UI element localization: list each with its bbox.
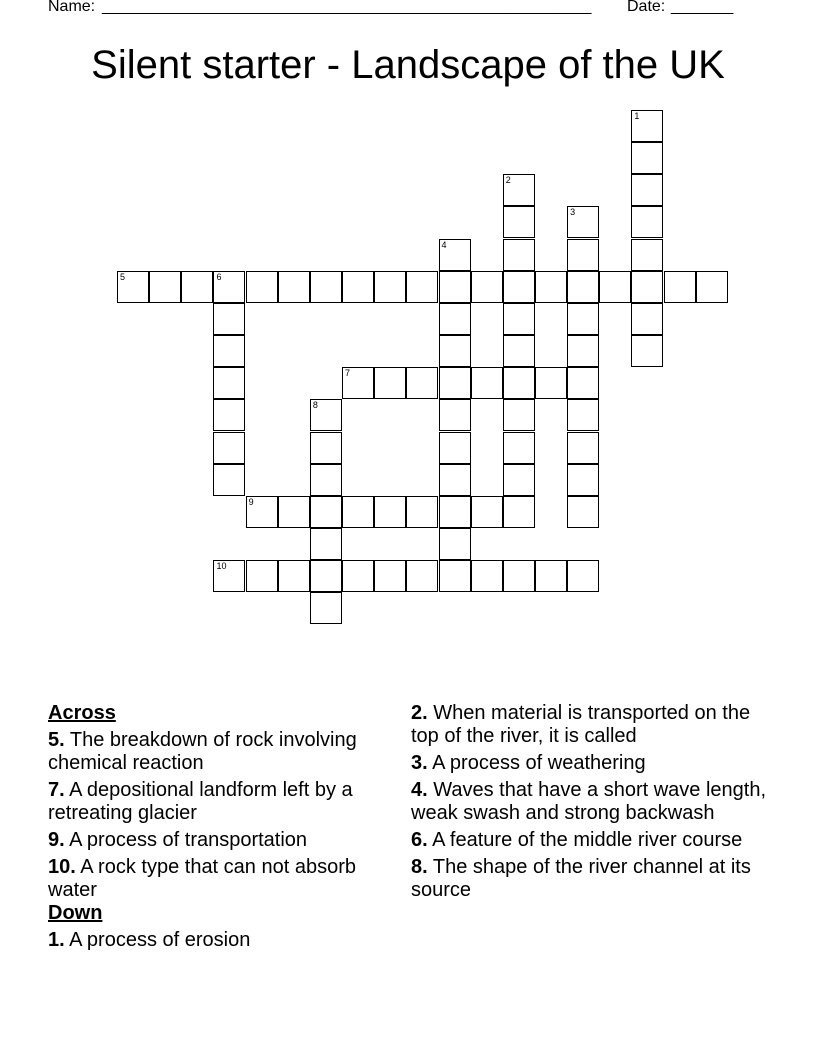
- grid-cell[interactable]: [567, 271, 599, 303]
- clue-down-3: [411, 752, 771, 775]
- grid-cell[interactable]: [503, 399, 535, 431]
- grid-cell[interactable]: [503, 174, 535, 206]
- grid-cell[interactable]: [631, 303, 663, 335]
- clue-number-label: 4: [441, 239, 447, 250]
- grid-cell[interactable]: [213, 560, 245, 592]
- grid-cell[interactable]: [406, 560, 438, 592]
- grid-cell[interactable]: [567, 560, 599, 592]
- grid-cell[interactable]: [246, 496, 278, 528]
- clue-down-1: [48, 929, 378, 952]
- grid-cell[interactable]: [310, 271, 342, 303]
- grid-cell[interactable]: [567, 432, 599, 464]
- clue-number: 10.: [48, 856, 76, 878]
- clue-text: A feature of the middle river course: [427, 829, 743, 851]
- grid-cell[interactable]: [213, 399, 245, 431]
- clue-text: The shape of the river channel at its source: [411, 856, 751, 901]
- clue-number: 8.: [411, 856, 428, 878]
- page-title: Silent starter - Landscape of the UK: [91, 43, 725, 87]
- grid-cell[interactable]: [439, 464, 471, 496]
- clue-text: A depositional landform left by a retreating glacier: [48, 779, 353, 824]
- grid-cell[interactable]: [439, 335, 471, 367]
- grid-cell[interactable]: [503, 496, 535, 528]
- across-heading: Across: [48, 702, 116, 724]
- grid-cell[interactable]: [342, 367, 374, 399]
- clue-text: A rock type that can not absorb water: [48, 856, 356, 901]
- grid-cell[interactable]: [471, 271, 503, 303]
- clue-number: 4.: [411, 779, 428, 801]
- grid-cell[interactable]: [149, 271, 181, 303]
- grid-cell[interactable]: [567, 335, 599, 367]
- grid-cell[interactable]: [342, 560, 374, 592]
- grid-cell[interactable]: [406, 367, 438, 399]
- grid-cell[interactable]: [213, 335, 245, 367]
- grid-cell[interactable]: [471, 560, 503, 592]
- grid-cell[interactable]: [439, 367, 471, 399]
- grid-cell[interactable]: [567, 206, 599, 238]
- grid-cell[interactable]: [664, 271, 696, 303]
- clue-number-label: 9: [248, 496, 254, 507]
- clue-text: Waves that have a short wave length, weak swash and strong backwash: [411, 779, 767, 824]
- grid-cell[interactable]: [406, 271, 438, 303]
- clue-number-label: 8: [312, 400, 318, 411]
- clue-number-label: 10: [216, 561, 227, 572]
- grid-cell[interactable]: [567, 367, 599, 399]
- grid-cell[interactable]: [535, 271, 567, 303]
- grid-cell[interactable]: [503, 367, 535, 399]
- grid-cell[interactable]: [278, 271, 310, 303]
- clue-number: 2.: [411, 702, 428, 724]
- grid-cell[interactable]: [503, 239, 535, 271]
- grid-cell[interactable]: [631, 271, 663, 303]
- clue-number: 6.: [411, 829, 428, 851]
- clue-number-label: 1: [634, 111, 640, 121]
- grid-cell[interactable]: [439, 432, 471, 464]
- grid-cell[interactable]: [342, 271, 374, 303]
- grid-cell[interactable]: [310, 464, 342, 496]
- grid-cell[interactable]: [503, 303, 535, 335]
- clue-text: The breakdown of rock involving chemical reaction: [48, 729, 357, 774]
- grid-cell[interactable]: [406, 496, 438, 528]
- grid-cell[interactable]: [503, 335, 535, 367]
- grid-cell[interactable]: [567, 464, 599, 496]
- clue-text: A process of erosion: [64, 929, 251, 951]
- clue-down-4: [411, 779, 771, 825]
- clue-down-6: [411, 829, 771, 852]
- grid-cell[interactable]: [246, 271, 278, 303]
- grid-cell[interactable]: [181, 271, 213, 303]
- clue-number: 3.: [411, 752, 428, 774]
- grid-cell[interactable]: [503, 560, 535, 592]
- name-blank[interactable]: _______________________________________________________: [102, 0, 592, 15]
- date-label: Date:: [627, 0, 666, 15]
- grid-cell[interactable]: [213, 432, 245, 464]
- grid-cell[interactable]: [567, 303, 599, 335]
- grid-cell[interactable]: [342, 496, 374, 528]
- clue-text: A process of transportation: [64, 829, 308, 851]
- grid-cell[interactable]: [631, 174, 663, 206]
- clue-number-label: 6: [216, 271, 222, 282]
- clue-across-10: [48, 856, 378, 902]
- clue-text: A process of weathering: [427, 752, 646, 774]
- grid-cell[interactable]: [471, 367, 503, 399]
- clue-across-7: [48, 779, 378, 825]
- clue-text: When material is transported on the top of the river, it is called: [411, 702, 751, 747]
- date-blank[interactable]: _______: [671, 0, 734, 15]
- grid-cell[interactable]: [117, 271, 149, 303]
- grid-cell[interactable]: [439, 271, 471, 303]
- clue-number: 5.: [48, 729, 65, 751]
- grid-cell[interactable]: [439, 303, 471, 335]
- grid-cell[interactable]: [503, 432, 535, 464]
- clue-number-label: 2: [505, 175, 511, 186]
- grid-cell[interactable]: [503, 206, 535, 238]
- grid-cell[interactable]: [213, 303, 245, 335]
- grid-cell[interactable]: [374, 367, 406, 399]
- grid-cell[interactable]: [631, 206, 663, 238]
- grid-cell[interactable]: [278, 560, 310, 592]
- grid-cell[interactable]: [310, 560, 342, 592]
- grid-cell[interactable]: [567, 239, 599, 271]
- grid-cell[interactable]: [631, 142, 663, 174]
- grid-cell[interactable]: [567, 399, 599, 431]
- clue-down-8: [411, 856, 771, 902]
- grid-cell[interactable]: [535, 367, 567, 399]
- grid-cell[interactable]: [471, 496, 503, 528]
- grid-cell[interactable]: [503, 271, 535, 303]
- grid-cell[interactable]: [310, 432, 342, 464]
- grid-cell[interactable]: [310, 592, 342, 624]
- grid-cell[interactable]: [213, 271, 245, 303]
- grid-cell[interactable]: [374, 271, 406, 303]
- grid-cell[interactable]: [439, 399, 471, 431]
- clue-number: 9.: [48, 829, 65, 851]
- grid-cell[interactable]: [246, 560, 278, 592]
- grid-cell[interactable]: [599, 271, 631, 303]
- grid-cell[interactable]: [213, 367, 245, 399]
- grid-cell[interactable]: [535, 560, 567, 592]
- grid-cell[interactable]: [310, 528, 342, 560]
- grid-cell[interactable]: [439, 496, 471, 528]
- grid-cell[interactable]: [567, 496, 599, 528]
- clue-across-5: [48, 729, 378, 775]
- grid-cell[interactable]: [631, 335, 663, 367]
- grid-cell[interactable]: [631, 110, 663, 142]
- clue-number-label: 7: [345, 368, 351, 379]
- clue-number-label: 5: [120, 271, 126, 282]
- clue-number: 7.: [48, 779, 65, 801]
- grid-cell[interactable]: [374, 560, 406, 592]
- grid-cell[interactable]: [374, 496, 406, 528]
- grid-cell[interactable]: [310, 496, 342, 528]
- grid-cell[interactable]: [696, 271, 728, 303]
- down-heading: Down: [48, 902, 103, 924]
- grid-cell[interactable]: [213, 464, 245, 496]
- clue-number: 1.: [48, 929, 65, 951]
- clue-down-2: [411, 702, 771, 748]
- clues-left-column: [48, 702, 378, 956]
- grid-cell[interactable]: [631, 239, 663, 271]
- grid-cell[interactable]: [310, 399, 342, 431]
- grid-cell[interactable]: [503, 464, 535, 496]
- name-label: Name:: [48, 0, 96, 15]
- clue-across-9: [48, 829, 378, 852]
- grid-cell[interactable]: [439, 239, 471, 271]
- clues-right-column: [411, 702, 771, 906]
- clue-number-label: 3: [570, 207, 576, 218]
- grid-cell[interactable]: [439, 528, 471, 560]
- grid-cell[interactable]: [278, 496, 310, 528]
- grid-cell[interactable]: [439, 560, 471, 592]
